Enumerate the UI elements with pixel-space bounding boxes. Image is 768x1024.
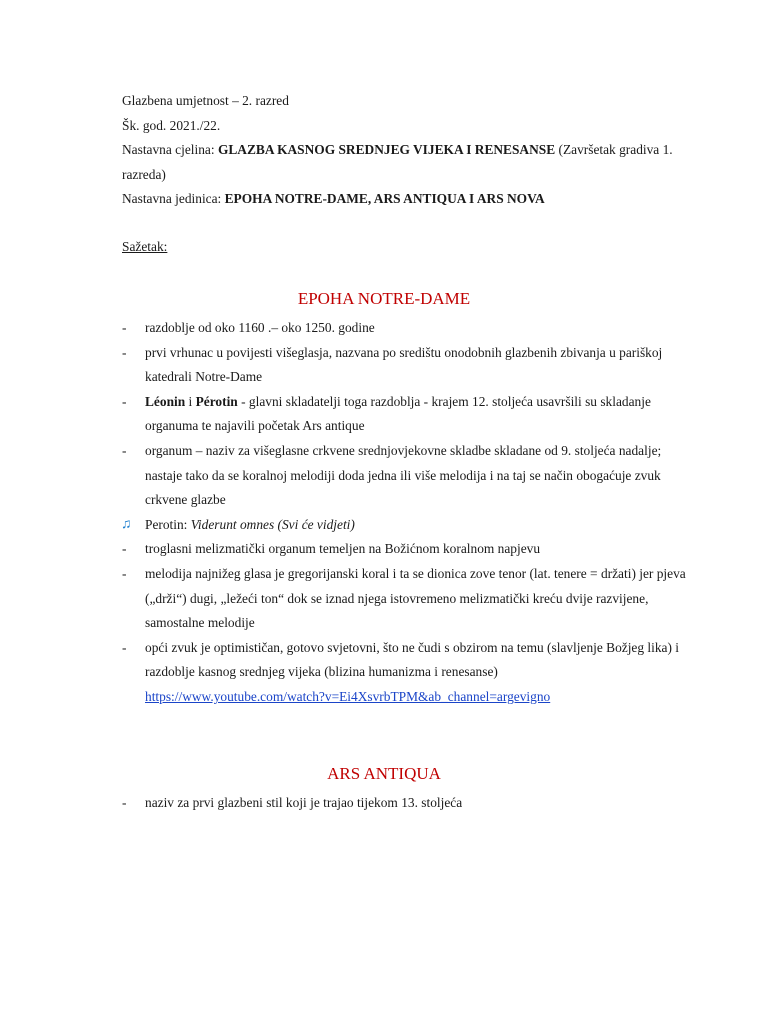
list-item [122, 439, 692, 513]
bullet-dash: - [122, 795, 127, 810]
section-title-notre-dame: EPOHA NOTRE-DAME [297, 289, 471, 308]
bullet-dash: - [122, 320, 127, 335]
music-note-icon: ♫ [121, 516, 132, 532]
list-item [122, 537, 692, 562]
list-item-work [122, 513, 692, 538]
teaching-unit-title: GLAZBA KASNOG SREDNJEG VIJEKA I RENESANSE [217, 142, 556, 158]
youtube-link[interactable]: https://www.youtube.com/watch?v=Ei4XsvrbTPM&ab_channel=argevigno [145, 688, 551, 704]
composer-perotin: Pérotin [195, 393, 238, 409]
list-item [122, 341, 692, 390]
bullet-dash: - [122, 541, 127, 557]
bullet-dash: - [122, 565, 127, 581]
list-item-text: troglasni melizmatički organum temeljen na Božićnom koralnom napjevu [145, 541, 541, 557]
teaching-unit-label: Nastavna cjelina: [122, 142, 218, 158]
teaching-unit-line [122, 138, 692, 187]
lesson-line [122, 187, 692, 212]
list-item-text: naziv za prvi glazbeni stil koji je trajao tijekom 13. stoljeća [145, 795, 463, 810]
summary-label: Sažetak: [122, 239, 168, 254]
lesson-label: Nastavna jedinica: [122, 191, 225, 207]
notre-dame-list [122, 316, 692, 710]
teaching-unit-note: (Završetak gradiva 1. razreda) [122, 142, 673, 182]
list-item [122, 791, 692, 816]
school-year-line: Šk. god. 2021./22. [122, 117, 221, 133]
list-item [122, 316, 692, 341]
bullet-dash: - [122, 639, 127, 655]
document-header [122, 89, 692, 212]
composer-leonin: Léonin [145, 393, 186, 409]
bullet-dash: - [122, 442, 127, 458]
list-item [122, 562, 692, 636]
list-item [122, 636, 692, 710]
bullet-dash: - [122, 344, 127, 360]
subject-line: Glazbena umjetnost – 2. razred [122, 93, 289, 108]
ars-antiqua-list [122, 791, 692, 816]
bullet-dash: - [122, 393, 127, 409]
list-item-text: razdoblje od oko 1160 .– oko 1250. godine [145, 320, 375, 335]
section-title-ars-antiqua: ARS ANTIQUA [327, 764, 441, 783]
work-composer: Perotin: [145, 516, 191, 532]
list-item-text: organum – naziv za višeglasne crkvene srednjovjekovne skladbe skladane od 9. stoljeća nadalje; nastaje tako da se koralnoj melodiji doda jedna ili više melodija i na taj se način obogaćuje zvuk crkvene glazbe [145, 442, 662, 508]
list-item-text: opći zvuk je optimističan, gotovo svjetovni, što ne čudi s obzirom na temu (slavljenje Božjeg lika) i razdoblje kasnog srednjeg vijeka (blizina humanizma i renesanse) [145, 639, 680, 680]
list-item-text: prvi vrhunac u povijesti višeglasja, nazvana po središtu onodobnih glazbenih zbivanja u pariškoj katedrali Notre-Dame [145, 344, 663, 385]
list-item-text: melodija najnižeg glasa je gregorijanski koral i ta se dionica zove tenor (lat. tenere = držati) jer pjeva („drži“) dugi, „ležeći ton“ dok se iznad njega istovremeno melizmatički kreću dvije razvijene, samostalne melodije [145, 565, 686, 631]
lesson-title: EPOHA NOTRE-DAME, ARS ANTIQUA I ARS NOVA [224, 191, 545, 207]
list-item-text: - glavni skladatelji toga razdoblja - krajem 12. stoljeća usavršili su skladanje organuma te najavili početak Ars antique [145, 393, 651, 434]
list-item-text: i [185, 393, 196, 409]
list-item [122, 390, 692, 439]
work-title: Viderunt omnes (Svi će vidjeti) [190, 516, 355, 532]
